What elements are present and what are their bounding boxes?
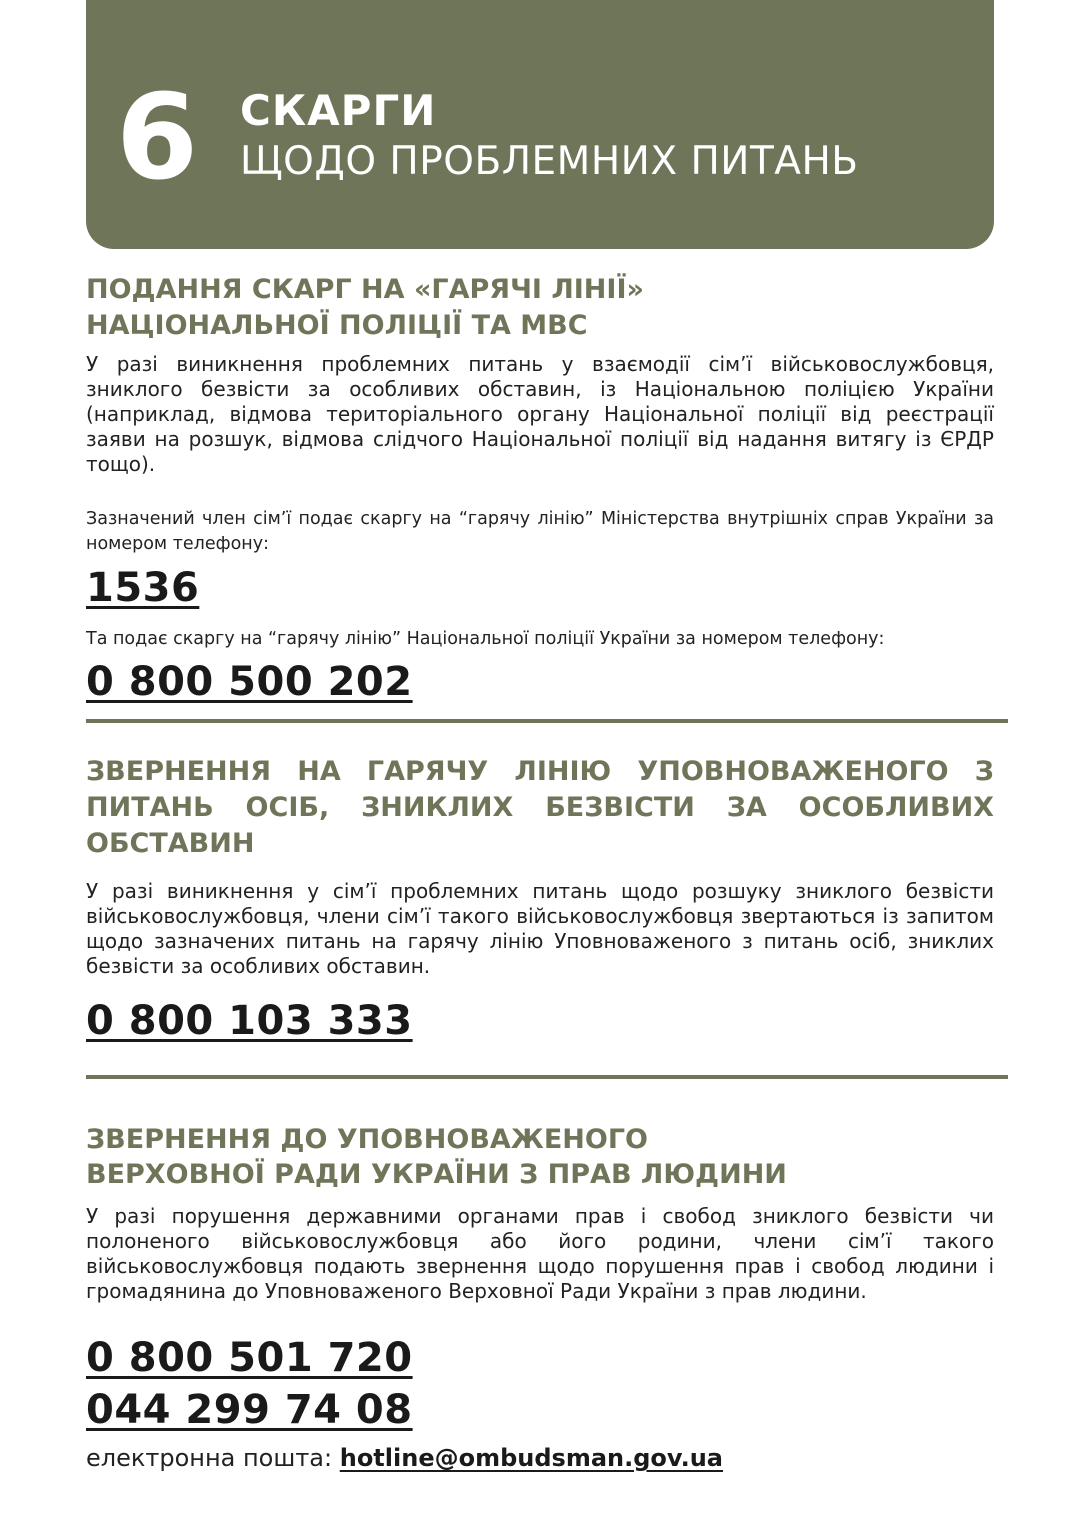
section-divider [86, 1075, 1008, 1079]
section3-title-line1: ЗВЕРНЕННЯ ДО УПОВНОВАЖЕНОГО [86, 1124, 648, 1155]
section3-title-line2: ВЕРХОВНОЇ РАДИ УКРАЇНИ З ПРАВ ЛЮДИНИ [86, 1159, 787, 1190]
section-number: 6 [116, 68, 199, 206]
section3-paragraph: У разі порушення державними органами прав і свобод зниклого безвісти чи полоненого військовослужбовця або його родини, члени сім’ї такого військовослужбовця подають звернення щодо порушення прав і свобод людини і громадянина до Уповноваженого Верховної Ради України з прав людини. [86, 1204, 994, 1303]
ombudsman-phone-number-1[interactable]: 0 800 501 720 [86, 1335, 413, 1381]
email-label: електронна пошта: [86, 1444, 340, 1472]
page-title: СКАРГИ [240, 86, 437, 135]
mvs-hotline-note: Зазначений член сім’ї подає скаргу на “гарячу лінію” Міністерства внутрішніх справ України за номером телефону: [86, 509, 994, 554]
missing-persons-phone-number[interactable]: 0 800 103 333 [86, 998, 413, 1044]
section-divider [86, 719, 1008, 723]
ombudsman-phone-number-2[interactable]: 044 299 74 08 [86, 1387, 413, 1433]
police-phone-number[interactable]: 0 800 500 202 [86, 659, 413, 705]
email-link[interactable]: hotline@ombudsman.gov.ua [339, 1444, 723, 1472]
section2-title: ЗВЕРНЕННЯ НА ГАРЯЧУ ЛІНІЮ УПОВНОВАЖЕНОГО З ПИТАНЬ ОСІБ, ЗНИКЛИХ БЕЗВІСТИ ЗА ОСОБЛИВИХ ОБСТАВИН [86, 756, 994, 859]
mvs-phone-number[interactable]: 1536 [86, 565, 200, 611]
header-banner [86, 0, 994, 249]
section1-title-line1: ПОДАННЯ СКАРГ НА «ГАРЯЧІ ЛІНІЇ» [86, 274, 644, 305]
section2-paragraph: У разі виникнення у сім’ї проблемних питань щодо розшуку зниклого безвісти військовослужбовця, члени сім’ї такого військовослужбовця звертаються із запитом щодо зазначених питань на гарячу лінію Уповноваженого з питань осіб, зниклих безвісти за особливих обставин. [86, 879, 994, 978]
section1-paragraph: У разі виникнення проблемних питань у взаємодії сім’ї військовослужбовця, зниклого безвісти за особливих обставин, із Національною поліцією України (наприклад, відмова територіального органу Національної поліції від реєстрації заяви на розшук, відмова слідчого Національної поліції від надання витягу із ЄРДР тощо). [86, 352, 994, 476]
police-hotline-note: Та подає скаргу на “гарячу лінію” Національної поліції України за номером телефону: [86, 629, 885, 649]
page-subtitle: ЩОДО ПРОБЛЕМНИХ ПИТАНЬ [240, 139, 859, 184]
email-line [86, 1440, 723, 1476]
section1-title-line2: НАЦІОНАЛЬНОЇ ПОЛІЦІЇ ТА МВС [86, 310, 588, 341]
